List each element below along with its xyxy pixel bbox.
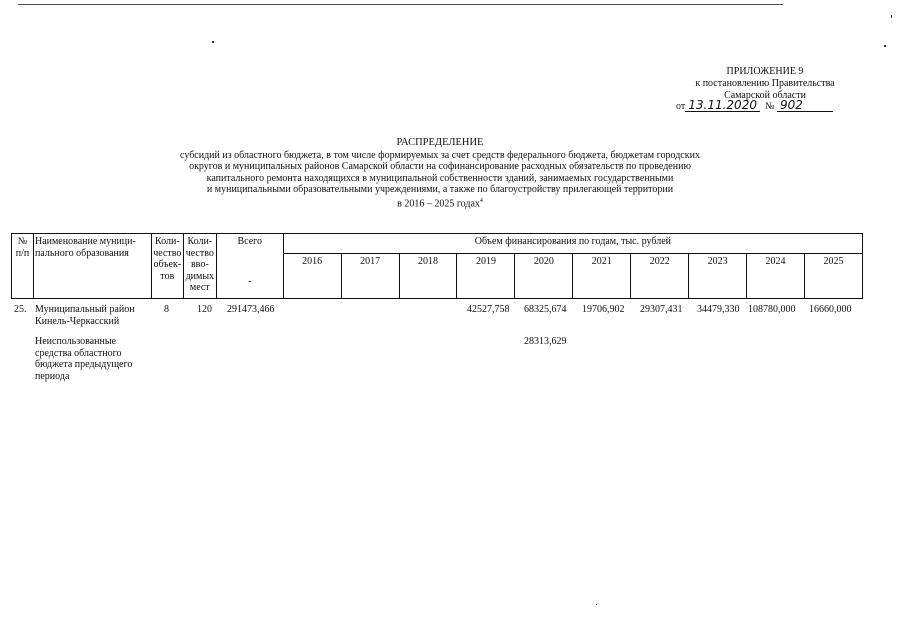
scan-speck	[212, 41, 214, 43]
row-2024: 108780,000	[748, 304, 796, 315]
header-name: Наименование муници-пального образования	[33, 234, 151, 299]
year-2018: 2018	[399, 254, 457, 299]
row-2025: 16660,000	[809, 304, 852, 315]
annex-title: ПРИЛОЖЕНИЕ 9	[726, 66, 804, 77]
header-total-sub: -	[248, 276, 252, 287]
year-2022: 2022	[631, 254, 689, 299]
document-title-block	[160, 137, 720, 210]
footnote-marker: 4	[479, 197, 483, 204]
annex-date-line	[676, 99, 833, 113]
header-total-label: Всего	[237, 236, 263, 247]
document-period: в 2016 – 2025 годах$^4$	[397, 197, 483, 210]
unused-funds-label: Неиспользованные средства областного бюджета предыдущего периода	[35, 336, 133, 382]
year-2019: 2019	[457, 254, 515, 299]
year-2023: 2023	[689, 254, 747, 299]
document-line-4: и муниципальными образовательными учреждениями, а также по благоустройству прилегающей территории	[206, 184, 674, 196]
funding-table	[11, 233, 863, 299]
document-line-1: субсидий из областного бюджета, в том числе формируемых за счет средств федерального бюджета, бюджетам городских	[180, 149, 700, 161]
document-line-2: округов и муниципальных районов Самарской области на софинансирование расходных обязательств по проведению	[189, 161, 691, 173]
row-2021: 19706,902	[582, 304, 625, 315]
row-2020: 68325,674	[524, 304, 567, 315]
year-2021: 2021	[573, 254, 631, 299]
annex-line-1: к постановлению Правительства	[695, 78, 835, 89]
header-objects: Коли-чество объек-тов	[151, 234, 183, 299]
row-2023: 34479,330	[697, 304, 740, 315]
row-name-line-2: Кинель-Черкасский	[35, 316, 120, 327]
row-total: 291473,466	[227, 304, 275, 315]
unused-funds-2020: 28313,629	[524, 336, 567, 347]
year-2025: 2025	[805, 254, 863, 299]
document-heading: РАСПРЕДЕЛЕНИЕ	[396, 137, 484, 148]
scan-speck	[596, 604, 597, 605]
annex-header	[640, 66, 890, 102]
handwritten-date: 13.11.2020	[685, 99, 760, 112]
scan-speck	[891, 15, 892, 18]
header-funding: Объем финансирования по годам, тыс. рублей	[283, 234, 862, 254]
row-num: 25.	[14, 304, 27, 315]
header-places: Коли-чество вво-димых мест	[183, 234, 216, 299]
document-line-3: капитального ремонта находящихся в муниципальной собственности зданий, занимаемых государственными	[206, 172, 674, 184]
row-objects: 8	[164, 304, 169, 315]
top-border-line	[18, 4, 783, 5]
header-num: № п/п	[12, 234, 34, 299]
year-2016: 2016	[283, 254, 341, 299]
date-prefix: от	[676, 101, 686, 112]
row-name-line-1: Муниципальный район	[35, 304, 135, 315]
year-2024: 2024	[747, 254, 805, 299]
handwritten-number: 902	[777, 99, 833, 112]
row-2019: 42527,758	[467, 304, 510, 315]
scan-speck	[884, 45, 886, 47]
year-2020: 2020	[515, 254, 573, 299]
row-2022: 29307,431	[640, 304, 683, 315]
header-total	[216, 234, 283, 299]
row-places: 120	[197, 304, 212, 315]
year-2017: 2017	[341, 254, 399, 299]
number-prefix: №	[764, 101, 775, 112]
annex-line-2: Самарской области	[724, 90, 806, 101]
